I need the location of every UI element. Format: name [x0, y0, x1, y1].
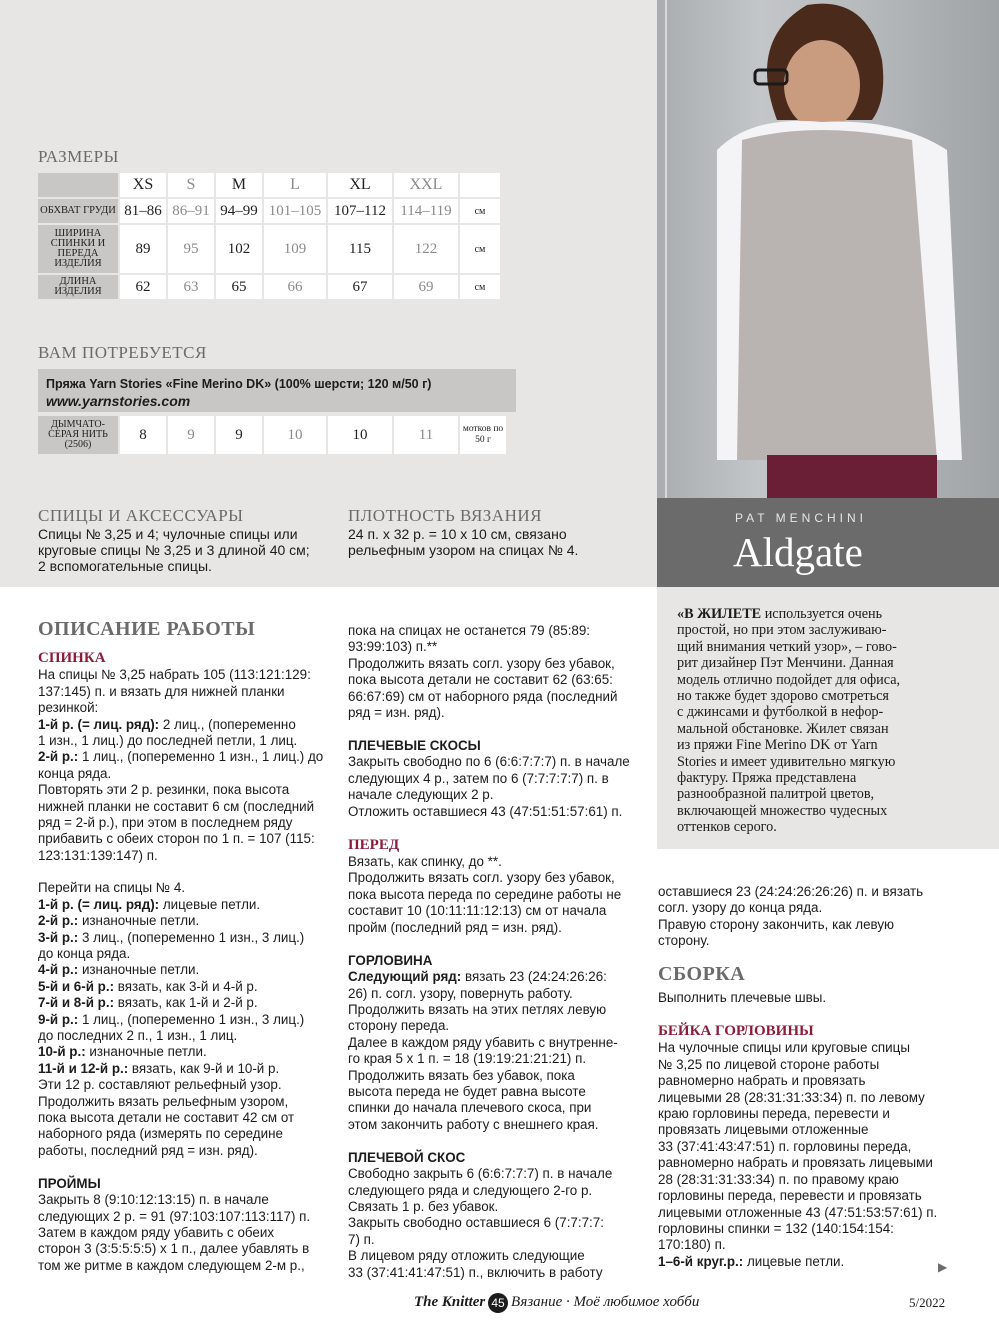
sizes-row — [38, 225, 500, 273]
text-line: Закрыть 8 (9:10:12:13:15) п. в начале — [38, 1192, 269, 1208]
text-line: ряд = изн. ряд). — [348, 705, 445, 721]
text-line: равномерно набрать и провязать — [658, 1073, 866, 1089]
text-line: На чулочные спицы или круговые спицы — [658, 1040, 910, 1056]
quote-line: используется очень — [761, 606, 883, 622]
size-value: 94–99 — [216, 199, 262, 223]
yarn-info-box — [38, 369, 516, 412]
text-line: изнаночные петли. — [78, 962, 200, 978]
model-photo — [657, 0, 999, 498]
instructions-column-2 — [348, 623, 648, 1281]
row-label: 3-й р.: — [38, 929, 79, 945]
size-value: 62 — [120, 275, 166, 299]
text-line: 28 (28:31:31:33:34) п. по правому краю — [658, 1171, 899, 1187]
yarn-row — [38, 416, 506, 454]
corner-cell — [38, 173, 118, 197]
text-line: до последних 2 п., 1 изн., 1 лиц. — [38, 1027, 238, 1043]
unit-header — [460, 173, 500, 197]
trousers-shape — [767, 455, 937, 498]
text-line: лицевые петли. — [743, 1253, 845, 1269]
text-line: Повторять эти 2 р. резинки, пока высота — [38, 782, 290, 798]
armholes-heading: ПРОЙМЫ — [38, 1176, 101, 1192]
text-line: 1 лиц., (попеременно 1 изн., 3 лиц.) — [78, 1011, 305, 1027]
row-label: 9-й р.: — [38, 1011, 79, 1027]
skein-value: 8 — [120, 416, 166, 454]
row-label: 1–6-й круг.р.: — [658, 1253, 744, 1269]
gauge-line: рельефным узором на спицах № 4. — [348, 542, 579, 558]
text-line: до конца ряда. — [38, 945, 131, 961]
text-line: Перейти на спицы № 4. — [38, 880, 186, 896]
text-line: Закрыть свободно по 6 (6:6:7:7:7) п. в начале — [348, 754, 630, 770]
size-value: 107–112 — [328, 199, 392, 223]
needles-line: 2 вспомогательные спицы. — [38, 558, 212, 574]
size-value: 122 — [394, 225, 458, 273]
gauge-text — [348, 526, 578, 558]
assembly-heading: СБОРКА — [658, 962, 746, 985]
text-line: Закрыть свободно оставшиеся 6 (7:7:7:7: — [348, 1215, 604, 1231]
text-line: 26) п. согл. узору, повернуть работу. — [348, 985, 573, 1001]
neckline-heading: ГОРЛОВИНА — [348, 953, 433, 969]
needles-heading: СПИЦЫ И АКСЕССУАРЫ — [38, 506, 244, 525]
text-line: следующих 2 р. = 91 (97:103:107:113:117) п. — [38, 1208, 311, 1224]
size-value: 65 — [216, 275, 262, 299]
text-line: 33 (37:41:43:47:51) п. горловины переда, — [658, 1138, 912, 1154]
quote-line: модель отлично подойдет для офиса, — [677, 671, 901, 688]
text-line: На спицы № 3,25 набрать 105 (113:121:129: — [38, 667, 311, 683]
gauge-line: 24 п. х 32 р. = 10 х 10 см, связано — [348, 526, 567, 542]
text-line: изнаночные петли. — [78, 913, 200, 929]
text-line: Связать 1 р. без убавок. — [348, 1198, 499, 1214]
text-line: Далее в каждом ряду убавить с внутренне- — [348, 1034, 618, 1050]
gauge-heading: ПЛОТНОСТЬ ВЯЗАНИЯ — [348, 506, 542, 525]
page-number: 45 — [488, 1293, 508, 1313]
size-value: 63 — [168, 275, 214, 299]
skein-value: 9 — [168, 416, 214, 454]
text-line: том же ритме в каждом следующем 2-м р., — [38, 1257, 305, 1273]
quote-line: из пряжи Fine Merino DK от Yarn — [677, 737, 878, 754]
text-line: пока высота детали не составит 62 (63:65: — [348, 672, 613, 688]
face-shape — [784, 40, 860, 130]
text-line: 33 (37:41:41:47:51) п., включить в работу — [348, 1264, 603, 1280]
row-label: 5-й и 6-й р.: — [38, 978, 115, 994]
size-header: S — [168, 173, 214, 197]
text-line: Правую сторону закончить, как левую — [658, 916, 895, 932]
text-line: вязать, как 3-й и 4-й р. — [114, 978, 258, 994]
text-line: сторону. — [658, 933, 710, 949]
size-value: 115 — [328, 225, 392, 273]
skein-unit: мотков по 50 г — [460, 416, 506, 454]
text-line: следующих 4 р., затем по 6 (7:7:7:7:7) п. в — [348, 770, 609, 786]
instructions-column-1 — [38, 618, 338, 1274]
text-line: нижней планки не составит 6 см (последний — [38, 798, 315, 814]
skein-value: 9 — [216, 416, 262, 454]
work-description-heading: ОПИСАНИЕ РАБОТЫ — [38, 618, 256, 640]
text-line: вязать 23 (24:24:26:26: — [461, 969, 607, 985]
text-line: Продолжить вязать согл. узору без убавок, — [348, 870, 615, 886]
size-value: 66 — [264, 275, 326, 299]
skein-value: 10 — [264, 416, 326, 454]
size-header: L — [264, 173, 326, 197]
size-header: M — [216, 173, 262, 197]
row-label: 1-й р. (= лиц. ряд): — [38, 896, 160, 912]
text-line: равномерно набрать и провязать лицевыми — [658, 1155, 933, 1171]
text-line: 93:99:103) п.** — [348, 639, 438, 655]
sizes-row — [38, 275, 500, 299]
text-line: высота переда не будет равна высоте — [348, 1083, 586, 1099]
yarn-line: Пряжа Yarn Stories «Fine Merino DK» (100% шерсти; 120 м/50 г) — [46, 377, 432, 391]
text-line: Продолжить вязать согл. узору без убавок, — [348, 655, 615, 671]
quote-line: Stories и имеет удивительно мягкую — [677, 753, 896, 770]
row-label: ОБХВАТ ГРУДИ — [38, 199, 118, 223]
text-line: конца ряда. — [38, 765, 112, 781]
sizes-row — [38, 199, 500, 223]
text-line: согл. узору до конца ряда. — [658, 900, 823, 916]
yarn-url: www.yarnstories.com — [46, 393, 191, 409]
text-line: 1 лиц., (попеременно 1 изн., 1 лиц.) до — [78, 749, 324, 765]
size-value: 86–91 — [168, 199, 214, 223]
text-line: Отложить оставшиеся 43 (47:51:51:57:61) п. — [348, 803, 623, 819]
skein-value: 10 — [328, 416, 392, 454]
size-value: 102 — [216, 225, 262, 273]
needles-line: Спицы № 3,25 и 4; чулочные спицы или — [38, 526, 298, 542]
sizes-table — [36, 171, 502, 301]
size-value: 95 — [168, 225, 214, 273]
row-label: 11-й и 12-й р.: — [38, 1060, 129, 1076]
text-line: работы, последний ряд = изн. ряд). — [38, 1142, 258, 1158]
text-line: ряд = 2-й р.), при этом в последнем ряду — [38, 815, 293, 831]
text-line: Выполнить плечевые швы. — [658, 990, 827, 1006]
text-line: 2 лиц., (попеременно — [159, 716, 296, 732]
magazine-name: The Knitter — [414, 1294, 486, 1310]
pattern-title: Aldgate — [733, 529, 863, 575]
size-value: 67 — [328, 275, 392, 299]
continue-arrow-icon: ▶ — [938, 1260, 948, 1274]
row-label: 10-й р.: — [38, 1044, 86, 1060]
text-line: Затем в каждом ряду убавить с обеих — [38, 1225, 275, 1240]
row-label: ДЛИНА ИЗДЕЛИЯ — [38, 275, 118, 299]
size-value: 109 — [264, 225, 326, 273]
text-line: горловины спинки = 132 (140:154:154: — [658, 1220, 894, 1236]
quote-line: включающей множество чудесных — [677, 802, 888, 819]
quote-line: разнообразной палитрой цветов, — [677, 786, 875, 803]
needles-line: круговые спицы № 3,25 и 3 длиной 40 см; — [38, 542, 310, 558]
quote-line: щий внимания четкий узор», – гово- — [677, 638, 897, 655]
text-line: Вязать, как спинку, до **. — [348, 854, 502, 870]
text-line: пока на спицах не останется 79 (85:89: — [348, 623, 591, 638]
page-footer — [0, 1292, 999, 1314]
sizes-heading: РАЗМЕРЫ — [38, 147, 119, 166]
quote-line: с джинсами и футболкой в нефор- — [677, 704, 884, 721]
row-label: 7-й и 8-й р.: — [38, 995, 115, 1011]
unit-cell: см — [460, 225, 500, 273]
needles-text — [38, 526, 310, 574]
back-heading: СПИНКА — [38, 650, 106, 667]
text-line: спинки до начала плечевого скоса, при — [348, 1100, 592, 1116]
magazine-tagline: Вязание · Моё любимое хобби — [511, 1294, 700, 1310]
text-line: го края 5 х 1 п. = 18 (19:19:21:21:21) п. — [348, 1051, 587, 1067]
text-line: 7) п. — [348, 1231, 375, 1247]
text-line: пока высота детали не составит 42 см от — [38, 1109, 295, 1125]
yarn-table — [36, 414, 508, 456]
text-line: горловины переда, перевести и провязать — [658, 1188, 922, 1204]
text-line: краю горловины переда, перевести и — [658, 1106, 890, 1122]
instructions-column-3 — [658, 884, 958, 1270]
quote-lead: «В ЖИЛЕТЕ — [677, 606, 762, 622]
text-line: лицевыми отложенные 43 (47:51:53:57:61) п. — [658, 1204, 938, 1220]
text-line: вязать, как 9-й и 10-й р. — [128, 1060, 280, 1076]
text-line: 3 лиц., (попеременно 1 изн., 3 лиц.) — [78, 929, 305, 945]
unit-cell: см — [460, 199, 500, 223]
shoulder-slopes-heading: ПЛЕЧЕВЫЕ СКОСЫ — [348, 738, 481, 754]
size-header: XL — [328, 173, 392, 197]
quote-line: но также будет здорово смотреться — [677, 688, 889, 705]
text-line: прибавить с обеих сторон по 1 п. = 107 (115: — [38, 831, 315, 847]
quote-line: мальной обстановке. Жилет связан — [677, 720, 889, 737]
front-heading: ПЕРЕД — [348, 837, 400, 854]
row-label: 4-й р.: — [38, 962, 79, 978]
text-line: Эти 12 р. составляют рельефный узор. — [38, 1077, 282, 1093]
text-line: пройм (последний ряд = изн. ряд). — [348, 919, 562, 935]
quote-line: фактуру. Пряжа представлена — [677, 770, 857, 787]
shoulder-slope-heading: ПЛЕЧЕВОЙ СКОС — [348, 1150, 466, 1166]
text-line: следующего ряда и следующего 2-го р. — [348, 1182, 593, 1198]
quote-line: простой, но при этом заслуживаю- — [677, 622, 887, 639]
text-line: пока высота переда по середине работы не — [348, 886, 622, 902]
unit-cell: см — [460, 275, 500, 299]
text-line: 1 изн., 1 лиц.) до последней петли, 1 лиц. — [38, 733, 298, 749]
size-value: 69 — [394, 275, 458, 299]
row-label: 2-й р.: — [38, 913, 79, 929]
text-line: лицевыми 28 (28:31:31:33:34) п. по левому — [658, 1089, 925, 1105]
materials-heading: ВАМ ПОТРЕБУЕТСЯ — [38, 343, 207, 362]
text-line: изнаночные петли. — [85, 1044, 207, 1060]
vest-shape — [737, 130, 937, 460]
text-line: 66:67:69) см от наборного ряда (последний — [348, 688, 618, 704]
text-line: Продолжить вязать рельефным узором, — [38, 1093, 289, 1109]
text-line: 123:131:139:147) п. — [38, 847, 158, 863]
text-line: 170:180) п. — [658, 1237, 726, 1253]
text-line: № 3,25 по лицевой стороне работы — [658, 1056, 880, 1072]
skein-value: 11 — [394, 416, 458, 454]
row-label: Следующий ряд: — [348, 969, 462, 985]
text-line: Свободно закрыть 6 (6:6:7:7:7) п. в начале — [348, 1166, 613, 1182]
text-line: сторон 3 (3:5:5:5:5) х 1 п., далее убавлять в — [38, 1241, 310, 1257]
designer-quote — [657, 587, 999, 849]
row-label: 2-й р.: — [38, 749, 79, 765]
title-banner — [657, 498, 999, 587]
model-illustration — [657, 0, 999, 498]
text-line: составит 10 (10:11:11:12:13) см от начала — [348, 903, 607, 919]
yarn-color-label: ДЫМЧАТО-СЕРАЯ НИТЬ (2506) — [38, 416, 118, 454]
text-line: Продолжить вязать без убавок, пока — [348, 1067, 575, 1083]
text-line: наборного ряда (измерять по середине — [38, 1126, 283, 1142]
size-value: 89 — [120, 225, 166, 273]
text-line: резинкой: — [38, 700, 99, 716]
text-line: вязать, как 1-й и 2-й р. — [114, 995, 258, 1011]
text-line: этом закончить работу с внешнего края. — [348, 1116, 599, 1132]
row-label: ШИРИНА СПИНКИ И ПЕРЕДА ИЗДЕЛИЯ — [38, 225, 118, 273]
size-value: 101–105 — [264, 199, 326, 223]
text-line: начале следующих 2 р. — [348, 787, 494, 803]
designer-name: PAT MENCHINI — [735, 511, 868, 525]
quote-line: рит дизайнер Пэт Менчини. Данная — [677, 655, 894, 672]
quote-line: оттенков серого. — [677, 819, 777, 836]
row-label: 1-й р. (= лиц. ряд): — [38, 716, 160, 732]
size-value: 81–86 — [120, 199, 166, 223]
text-line: лицевые петли. — [159, 896, 261, 912]
size-header: XS — [120, 173, 166, 197]
sizes-header-row — [38, 173, 500, 197]
size-header: XXL — [394, 173, 458, 197]
size-value: 114–119 — [394, 199, 458, 223]
text-line: В лицевом ряду отложить следующие — [348, 1248, 585, 1264]
text-line: сторону переда. — [348, 1018, 450, 1034]
neckband-heading: БЕЙКА ГОРЛОВИНЫ — [658, 1023, 814, 1040]
text-line: оставшиеся 23 (24:24:26:26:26) п. и вязать — [658, 884, 924, 899]
issue-number: 5/2022 — [909, 1295, 946, 1310]
text-line: провязать лицевыми отложенные — [658, 1122, 869, 1138]
text-line: 137:145) п. и вязать для нижней планки — [38, 683, 285, 699]
text-line: Продолжить вязать на этих петлях левую — [348, 1001, 607, 1017]
